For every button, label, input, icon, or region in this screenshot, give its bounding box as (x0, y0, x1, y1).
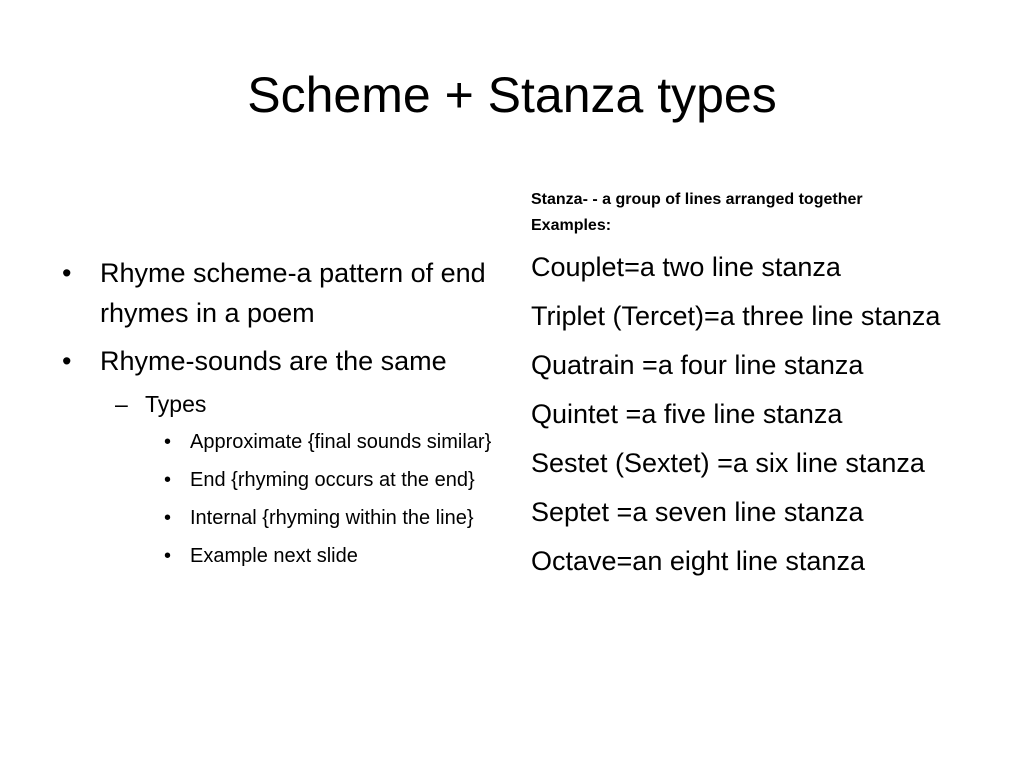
bullet-item (62, 341, 507, 381)
dash-icon: – (115, 391, 128, 417)
sub-sub-bullet-item (62, 541, 507, 571)
stanza-type-item: Triplet (Tercet)=a three line stanza (531, 301, 941, 331)
stanza-type-item: Couplet=a two line stanza (531, 252, 841, 282)
sub-sub-bullet-item (62, 465, 507, 495)
examples-label: Examples: (531, 217, 612, 234)
stanza-type-item: Sestet (Sextet) =a six line stanza (531, 448, 925, 478)
stanza-definition-line: Stanza- - a group of lines arranged together (531, 191, 863, 208)
sub-sub-bullet-text: Internal {rhyming within the line} (190, 507, 474, 529)
stanza-type-item: Octave=an eight line stanza (531, 546, 865, 576)
bullet-item (62, 253, 507, 333)
sub-sub-bullet-item (62, 427, 507, 457)
stanza-type-item: Quintet =a five line stanza (531, 399, 843, 429)
bullet-dot-icon: • (164, 431, 172, 453)
slide-title: Scheme + Stanza types (247, 67, 777, 123)
sub-sub-bullet-text: End {rhyming occurs at the end} (190, 469, 475, 491)
sub-sub-bullet-item (62, 503, 507, 533)
sub-sub-bullet-text: Example next slide (190, 545, 358, 567)
bullet-text: Rhyme-sounds are the same (100, 346, 447, 376)
bullet-dot-icon: • (164, 469, 172, 491)
bullet-dot-icon: • (164, 545, 172, 567)
sub-bullet-text: Types (145, 391, 207, 417)
stanza-definition-header (531, 187, 971, 239)
stanza-type-item: Septet =a seven line stanza (531, 497, 864, 527)
bullet-dot-icon: • (164, 507, 172, 529)
sub-sub-bullet-text: Approximate {final sounds similar} (190, 431, 492, 453)
left-content-column (62, 253, 507, 579)
bullet-dot-icon: • (62, 258, 72, 288)
sub-bullet-item (62, 389, 507, 419)
bullet-text: Rhyme scheme-a pattern of end rhymes in a poem (100, 258, 486, 328)
right-content-column (531, 187, 971, 590)
stanza-type-item: Quatrain =a four line stanza (531, 350, 864, 380)
bullet-dot-icon: • (62, 346, 72, 376)
